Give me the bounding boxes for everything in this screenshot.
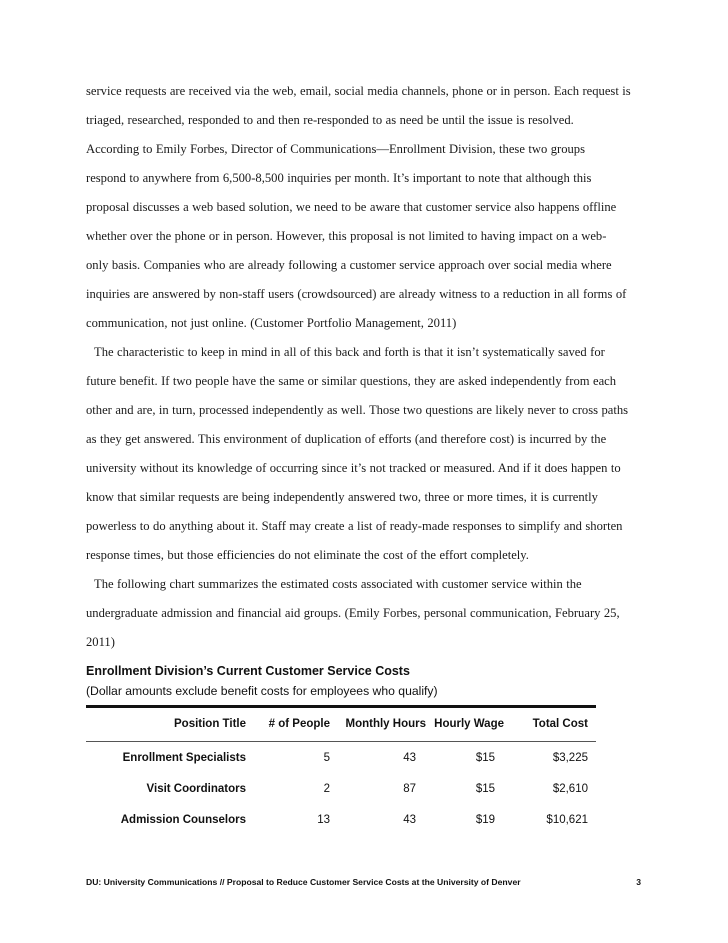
text-line: inquiries are answered by non-staff users (crowdsourced) are already witness to a reduction in all forms of — [86, 287, 627, 301]
text-line: proposal discusses a web based solution, we need to be aware that customer service also happens offline — [86, 200, 617, 214]
text-line: 2011) — [86, 635, 115, 649]
body-text — [86, 77, 658, 657]
table-header-rule — [86, 741, 596, 742]
footer-text: DU: University Communications // Proposal to Reduce Customer Service Costs at the University of Denver — [86, 877, 521, 887]
text-line: as they get answered. This environment of duplication of efforts (and therefore cost) is incurred by the — [86, 432, 607, 446]
header-position-title: Position Title — [174, 718, 246, 730]
cell-position-title: Visit Coordinators — [146, 783, 246, 795]
header-hourly-wage: Hourly Wage — [434, 718, 504, 730]
cell-total-cost: $3,225 — [552, 752, 588, 764]
text-line: know that similar requests are being independently answered two, three or more times, it is currently — [86, 490, 598, 504]
cell-total-cost: $10,621 — [546, 814, 588, 826]
text-line: future benefit. If two people have the same or similar questions, they are asked independently from each — [86, 374, 617, 388]
text-line: only basis. Companies who are already following a customer service approach over social media where — [86, 258, 612, 272]
text-line: university without its knowledge of occurring since it’s not tracked or measured. And if it does happen to — [86, 461, 621, 475]
text-line: respond to anywhere from 6,500-8,500 inquiries per month. It’s important to note that although this — [86, 171, 592, 185]
text-line: triaged, researched, responded to and then re-responded to as need be until the issue is resolved. — [86, 113, 574, 127]
text-line: whether over the phone or in person. However, this proposal is not limited to having impact on a web- — [86, 229, 607, 243]
cell-people: 13 — [317, 814, 330, 826]
text-line: The following chart summarizes the estimated costs associated with customer service within the — [94, 577, 582, 591]
cell-monthly-hours: 87 — [403, 783, 416, 795]
cell-hourly-wage: $19 — [475, 814, 495, 826]
table-row — [86, 814, 596, 834]
table-row — [86, 752, 596, 772]
text-line: The characteristic to keep in mind in all of this back and forth is that it isn’t systematically saved for — [94, 345, 605, 359]
text-line: powerless to do anything about it. Staff may create a list of ready-made responses to simplify and shorten — [86, 519, 623, 533]
table-row — [86, 783, 596, 803]
paragraph-3 — [86, 570, 658, 657]
text-line: other and are, in turn, processed independently as well. Those two questions are likely never to cross paths — [86, 403, 629, 417]
table-title: Enrollment Division’s Current Customer Service Costs — [86, 664, 410, 678]
header-people: # of People — [268, 718, 330, 730]
cell-monthly-hours: 43 — [403, 814, 416, 826]
table-subtitle: (Dollar amounts exclude benefit costs for employees who qualify) — [86, 684, 438, 698]
table-top-rule — [86, 705, 596, 708]
header-monthly-hours: Monthly Hours — [345, 718, 426, 730]
cell-hourly-wage: $15 — [475, 752, 495, 764]
page-number: 3 — [636, 877, 641, 887]
cell-people: 2 — [323, 783, 330, 795]
text-line: service requests are received via the web, email, social media channels, phone or in person. Each request is — [86, 84, 631, 98]
text-line: communication, not just online. (Customer Portfolio Management, 2011) — [86, 316, 457, 330]
text-line: According to Emily Forbes, Director of Communications—Enrollment Division, these two groups — [86, 142, 585, 156]
header-total-cost: Total Cost — [532, 718, 588, 730]
text-line: undergraduate admission and financial aid groups. (Emily Forbes, personal communication, February 25, — [86, 606, 620, 620]
cell-monthly-hours: 43 — [403, 752, 416, 764]
cell-people: 5 — [323, 752, 330, 764]
cell-position-title: Enrollment Specialists — [122, 752, 246, 764]
paragraph-2 — [86, 338, 658, 570]
text-line: response times, but those efficiencies do not eliminate the cost of the effort completely. — [86, 548, 529, 562]
table-header-row — [86, 718, 596, 738]
cell-total-cost: $2,610 — [552, 783, 588, 795]
cell-hourly-wage: $15 — [475, 783, 495, 795]
paragraph-1 — [86, 77, 658, 338]
page-footer — [86, 877, 641, 887]
cell-position-title: Admission Counselors — [120, 814, 246, 826]
